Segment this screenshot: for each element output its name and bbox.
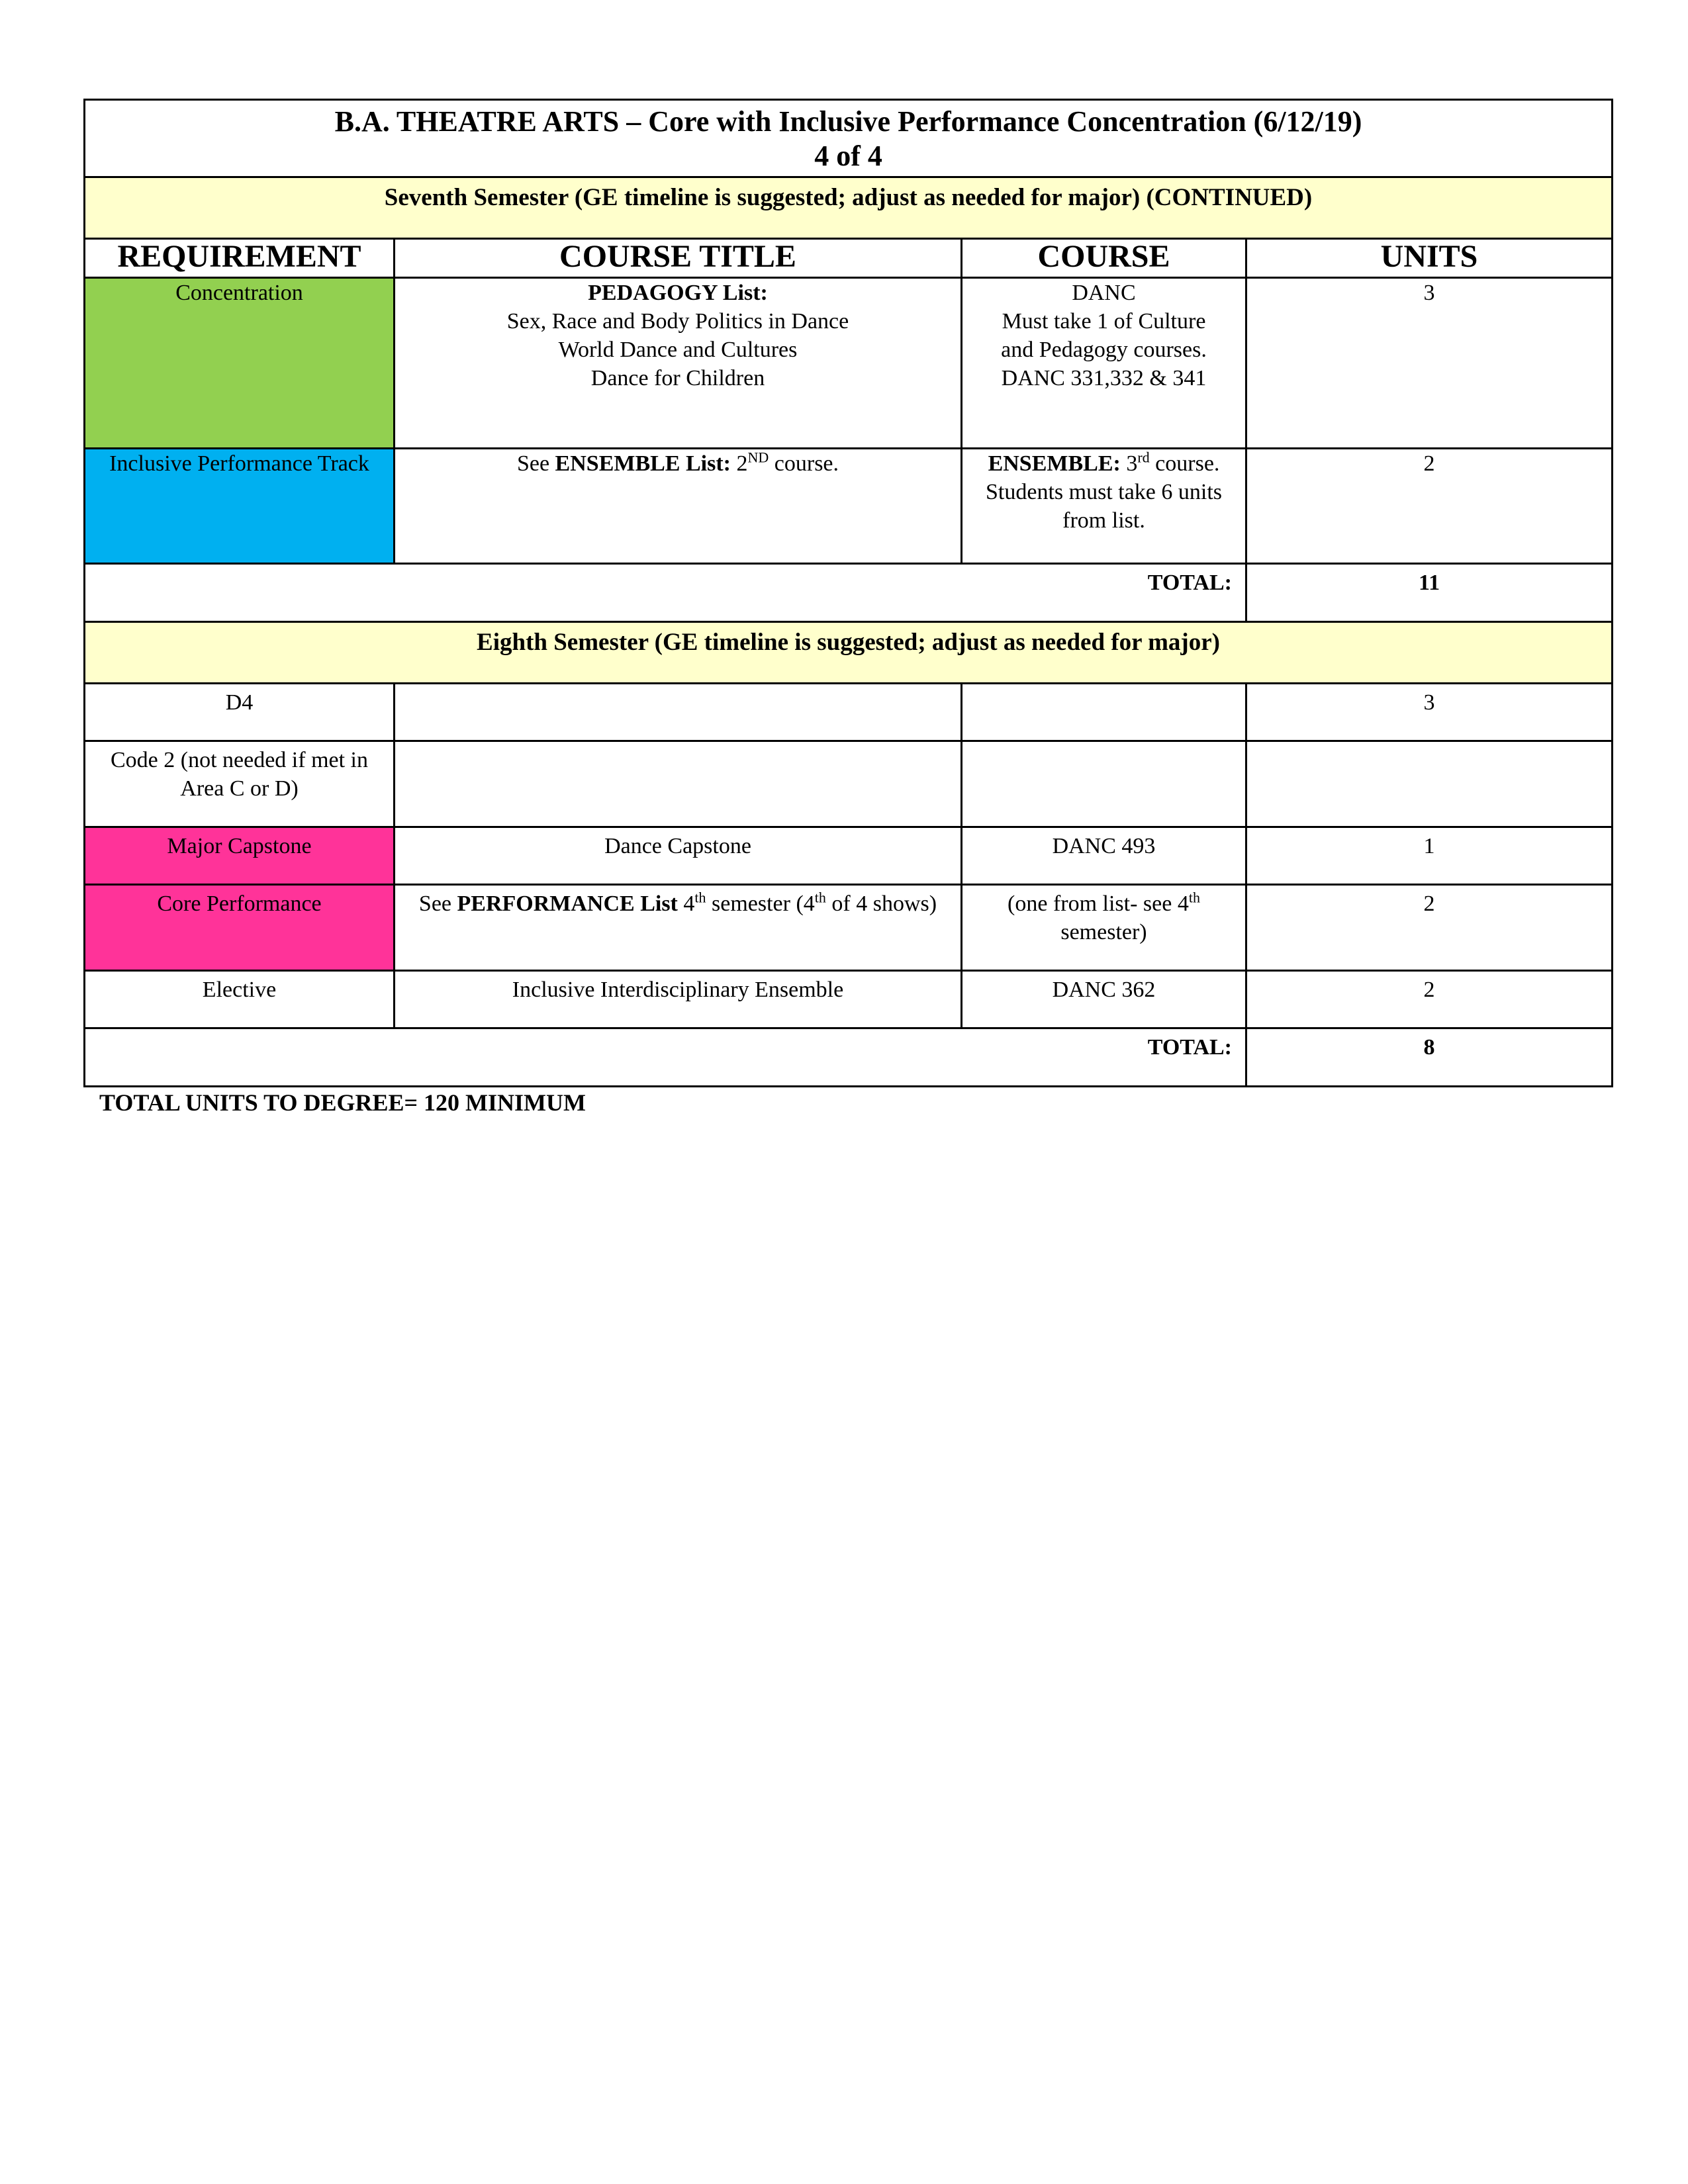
total-row [85, 564, 1613, 622]
performance-list-label: PERFORMANCE List [457, 891, 678, 916]
course-line: and Pedagogy courses. [1001, 338, 1207, 362]
title-text: See [516, 451, 555, 476]
units-cell: 3 [1246, 684, 1613, 741]
program-table [83, 99, 1613, 1087]
title-text: of 4 shows) [825, 891, 937, 916]
course-title-line: Sex, Race and Body Politics in Dance [506, 309, 849, 334]
course-title-cell: Inclusive Interdisciplinary Ensemble [395, 971, 962, 1028]
course-cell [962, 449, 1246, 564]
header-units: UNITS [1246, 239, 1613, 278]
requirement-cell: Inclusive Performance Track [85, 449, 395, 564]
total-value: 8 [1246, 1028, 1613, 1087]
total-value: 11 [1246, 564, 1613, 622]
total-label: TOTAL: [85, 564, 1246, 622]
ensemble-list-label: ENSEMBLE List: [555, 451, 731, 476]
document-title: B.A. THEATRE ARTS – Core with Inclusive Performance Concentration (6/12/19) [334, 105, 1362, 138]
table-row [85, 684, 1613, 741]
course-cell [962, 278, 1246, 449]
seventh-semester-heading: Seventh Semester (GE timeline is suggested; adjust as needed for major) (CONTINUED) [85, 177, 1613, 239]
header-requirement: REQUIREMENT [85, 239, 395, 278]
units-cell: 2 [1246, 449, 1613, 564]
superscript: rd [1137, 449, 1150, 466]
superscript: th [814, 889, 826, 906]
superscript: th [1188, 889, 1200, 906]
requirement-cell: Elective [85, 971, 395, 1028]
column-header-row [85, 239, 1613, 278]
superscript: th [694, 889, 706, 906]
eighth-semester-heading: Eighth Semester (GE timeline is suggested; adjust as needed for major) [85, 622, 1613, 684]
header-course: COURSE [962, 239, 1246, 278]
course-title-line: Dance for Children [590, 366, 765, 390]
course-cell [962, 885, 1246, 971]
units-cell: 1 [1246, 827, 1613, 885]
course-title-cell [395, 885, 962, 971]
course-text: 3 [1120, 451, 1138, 476]
total-label: TOTAL: [85, 1028, 1246, 1087]
course-cell [962, 741, 1246, 827]
total-row [85, 1028, 1613, 1087]
title-text: See [418, 891, 457, 916]
ensemble-label: ENSEMBLE: [988, 451, 1121, 476]
seventh-semester-heading-row [85, 177, 1613, 239]
title-cell [85, 100, 1613, 177]
table-row [85, 885, 1613, 971]
course-title-cell: Dance Capstone [395, 827, 962, 885]
title-row [85, 100, 1613, 177]
course-text: semester) [1060, 920, 1147, 944]
units-cell: 3 [1246, 278, 1613, 449]
header-course-title: COURSE TITLE [395, 239, 962, 278]
course-title-cell [395, 449, 962, 564]
course-cell [962, 684, 1246, 741]
title-text: 2 [731, 451, 748, 476]
page-number: 4 of 4 [814, 140, 882, 172]
table-row [85, 827, 1613, 885]
table-row [85, 278, 1613, 449]
table-row [85, 971, 1613, 1028]
table-row [85, 449, 1613, 564]
course-line: DANC [1072, 281, 1136, 305]
title-text: course. [769, 451, 839, 476]
requirement-cell: Concentration [85, 278, 395, 449]
eighth-semester-heading-row [85, 622, 1613, 684]
total-units-to-degree: TOTAL UNITS TO DEGREE= 120 MINIMUM [99, 1089, 586, 1116]
course-title-cell [395, 684, 962, 741]
course-text: (one from list- see 4 [1008, 891, 1189, 916]
requirement-cell: Core Performance [85, 885, 395, 971]
requirement-cell: Major Capstone [85, 827, 395, 885]
units-cell: 2 [1246, 885, 1613, 971]
course-cell: DANC 493 [962, 827, 1246, 885]
course-cell: DANC 362 [962, 971, 1246, 1028]
course-line: Must take 1 of Culture [1002, 309, 1206, 334]
title-text: semester (4 [706, 891, 815, 916]
superscript: ND [747, 449, 769, 466]
pedagogy-list-label: PEDAGOGY List: [588, 281, 768, 305]
units-cell: 2 [1246, 971, 1613, 1028]
course-text: course. Students must take 6 units from list. [986, 451, 1222, 533]
units-cell [1246, 741, 1613, 827]
course-line: DANC 331,332 & 341 [1001, 366, 1207, 390]
title-text: 4 [677, 891, 695, 916]
course-title-cell [395, 278, 962, 449]
requirement-cell: D4 [85, 684, 395, 741]
course-title-cell [395, 741, 962, 827]
requirement-cell: Code 2 (not needed if met in Area C or D) [85, 741, 395, 827]
table-row [85, 741, 1613, 827]
course-title-line: World Dance and Cultures [558, 338, 798, 362]
